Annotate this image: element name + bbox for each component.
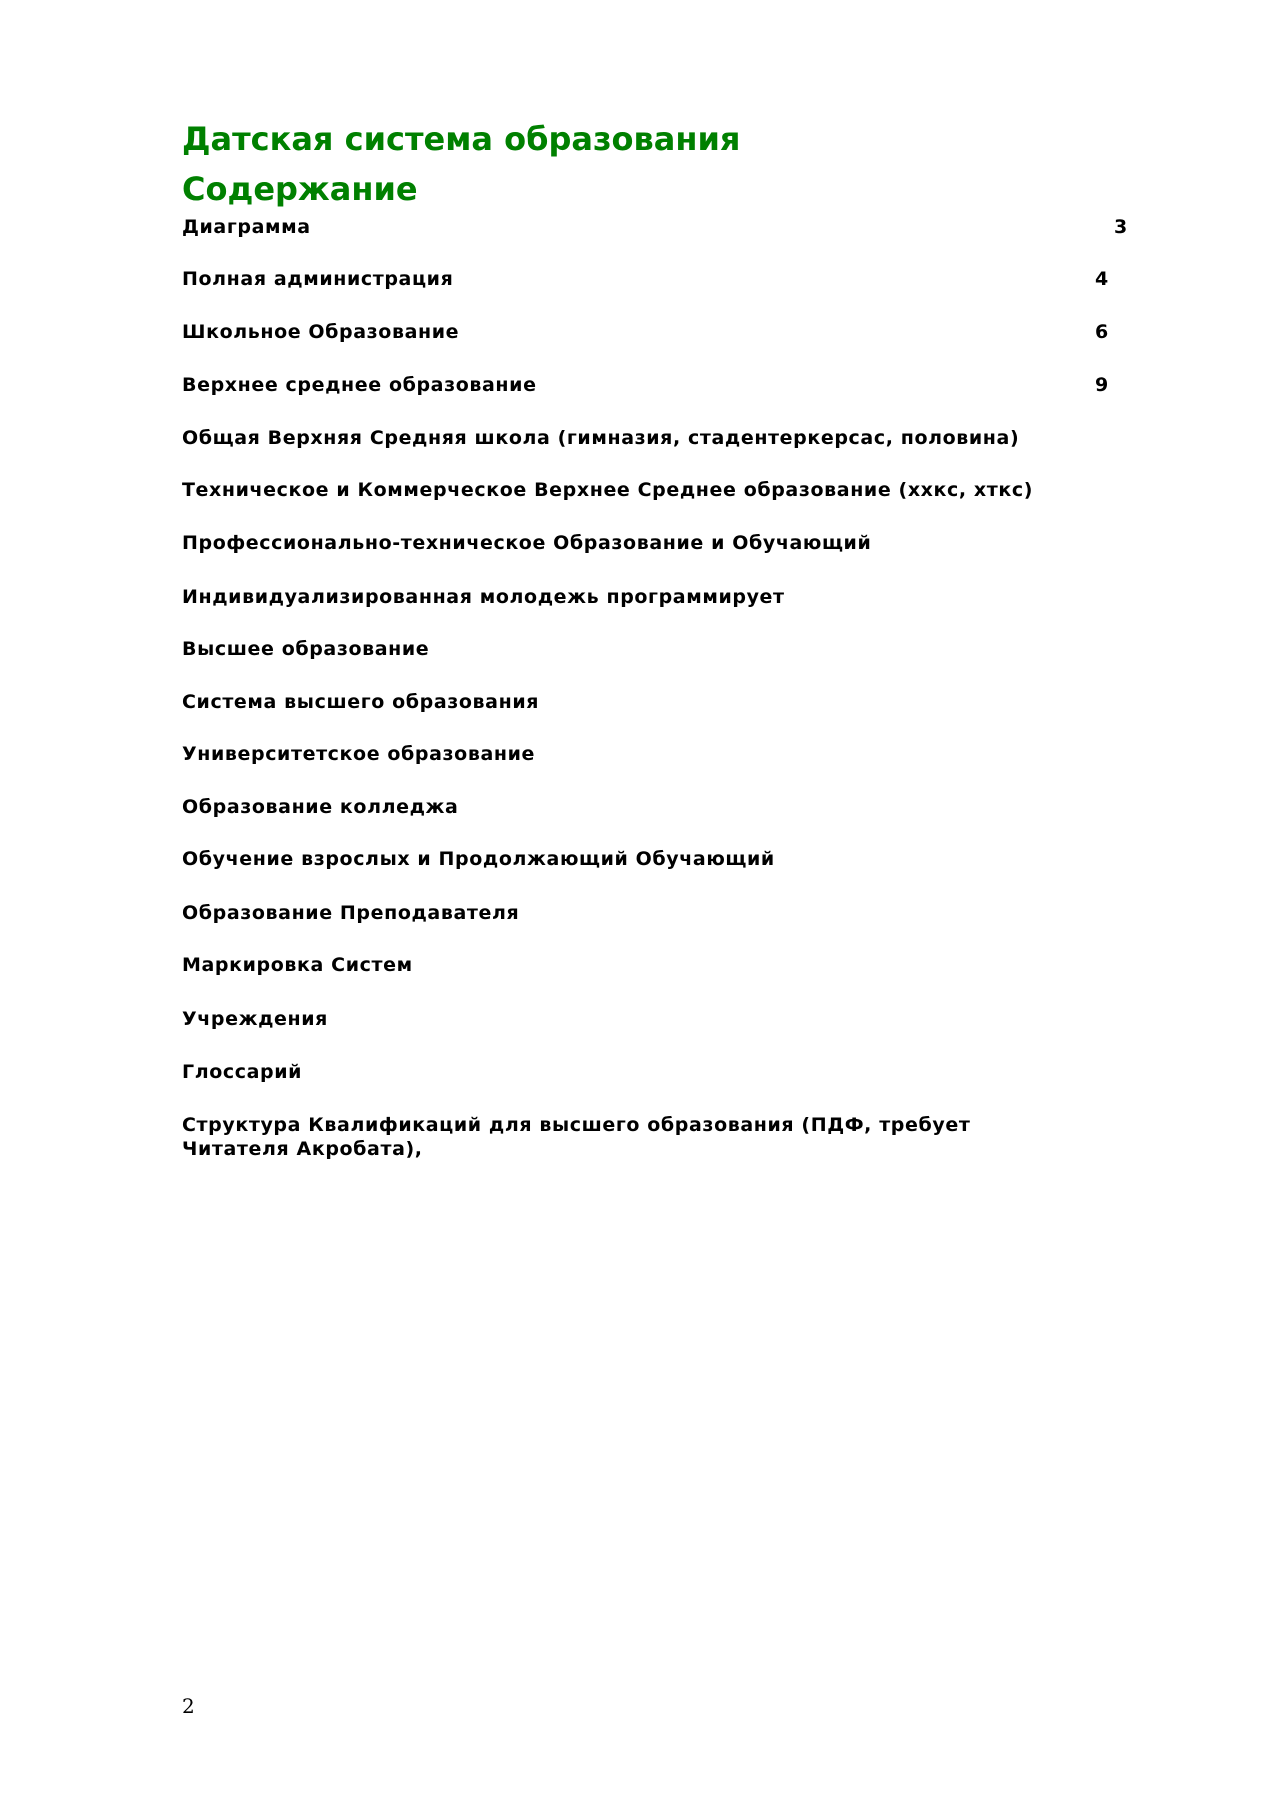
- toc-entry-title: Университетское образование: [182, 743, 536, 765]
- toc-entry[interactable]: [182, 531, 1122, 555]
- document-title: Датская система образования: [182, 120, 741, 158]
- toc-entry-title: Профессионально-техническое Образование и Обучающий: [182, 532, 872, 554]
- toc-entry-page-number: 9: [1095, 374, 1109, 396]
- toc-entry-title: Образование Преподавателя: [182, 902, 520, 924]
- toc-entry[interactable]: [182, 585, 1122, 609]
- toc-entry[interactable]: [182, 690, 1122, 714]
- toc-entry[interactable]: [182, 426, 1122, 450]
- toc-entry[interactable]: [182, 478, 1122, 502]
- toc-entry-title: Полная администрация: [182, 268, 454, 290]
- toc-entry[interactable]: [182, 215, 1128, 239]
- toc-entry[interactable]: [182, 847, 1122, 871]
- toc-entry-page-number: 4: [1095, 268, 1109, 290]
- toc-entry-page-number: 6: [1095, 321, 1109, 343]
- toc-entry-title: Система высшего образования: [182, 691, 540, 713]
- toc-entry-title: Образование колледжа: [182, 796, 459, 818]
- toc-entry-title: Высшее образование: [182, 638, 430, 660]
- table-of-contents-heading: Содержание: [182, 170, 418, 208]
- toc-entry-title: Школьное Образование: [182, 321, 460, 343]
- toc-entry-title: Структура Квалификаций для высшего образования (ПДФ, требует Читателя Акробата),: [182, 1114, 971, 1160]
- toc-entry[interactable]: [182, 901, 1122, 925]
- toc-entry[interactable]: [182, 373, 1122, 397]
- toc-entry[interactable]: [182, 267, 1122, 291]
- toc-entry-title: Техническое и Коммерческое Верхнее Среднее образование (ххкс, хткс): [182, 479, 1034, 501]
- toc-entry[interactable]: [182, 742, 1122, 766]
- toc-entry-title: Верхнее среднее образование: [182, 374, 537, 396]
- toc-entry-title: Индивидуализированная молодежь программирует: [182, 586, 785, 608]
- toc-entry[interactable]: [182, 953, 1122, 977]
- toc-entry-title: Общая Верхняя Средняя школа (гимназия, стадентеркерсас, половина): [182, 427, 1020, 449]
- toc-entry-title: Учреждения: [182, 1008, 328, 1030]
- toc-entry-title: Глоссарий: [182, 1061, 303, 1083]
- toc-entry[interactable]: [182, 795, 1122, 819]
- toc-entry[interactable]: [182, 1060, 1122, 1084]
- toc-entry[interactable]: [182, 320, 1122, 344]
- toc-entry-title: Обучение взрослых и Продолжающий Обучающий: [182, 848, 775, 870]
- toc-entry-page-number: 3: [1114, 216, 1128, 238]
- toc-entry[interactable]: [182, 637, 1122, 661]
- toc-entry[interactable]: [182, 1007, 1122, 1031]
- page-number: 2: [182, 1694, 195, 1718]
- toc-entry[interactable]: [182, 1113, 1122, 1161]
- toc-entry-title: Маркировка Систем: [182, 954, 413, 976]
- toc-entry-title: Диаграмма: [182, 216, 311, 238]
